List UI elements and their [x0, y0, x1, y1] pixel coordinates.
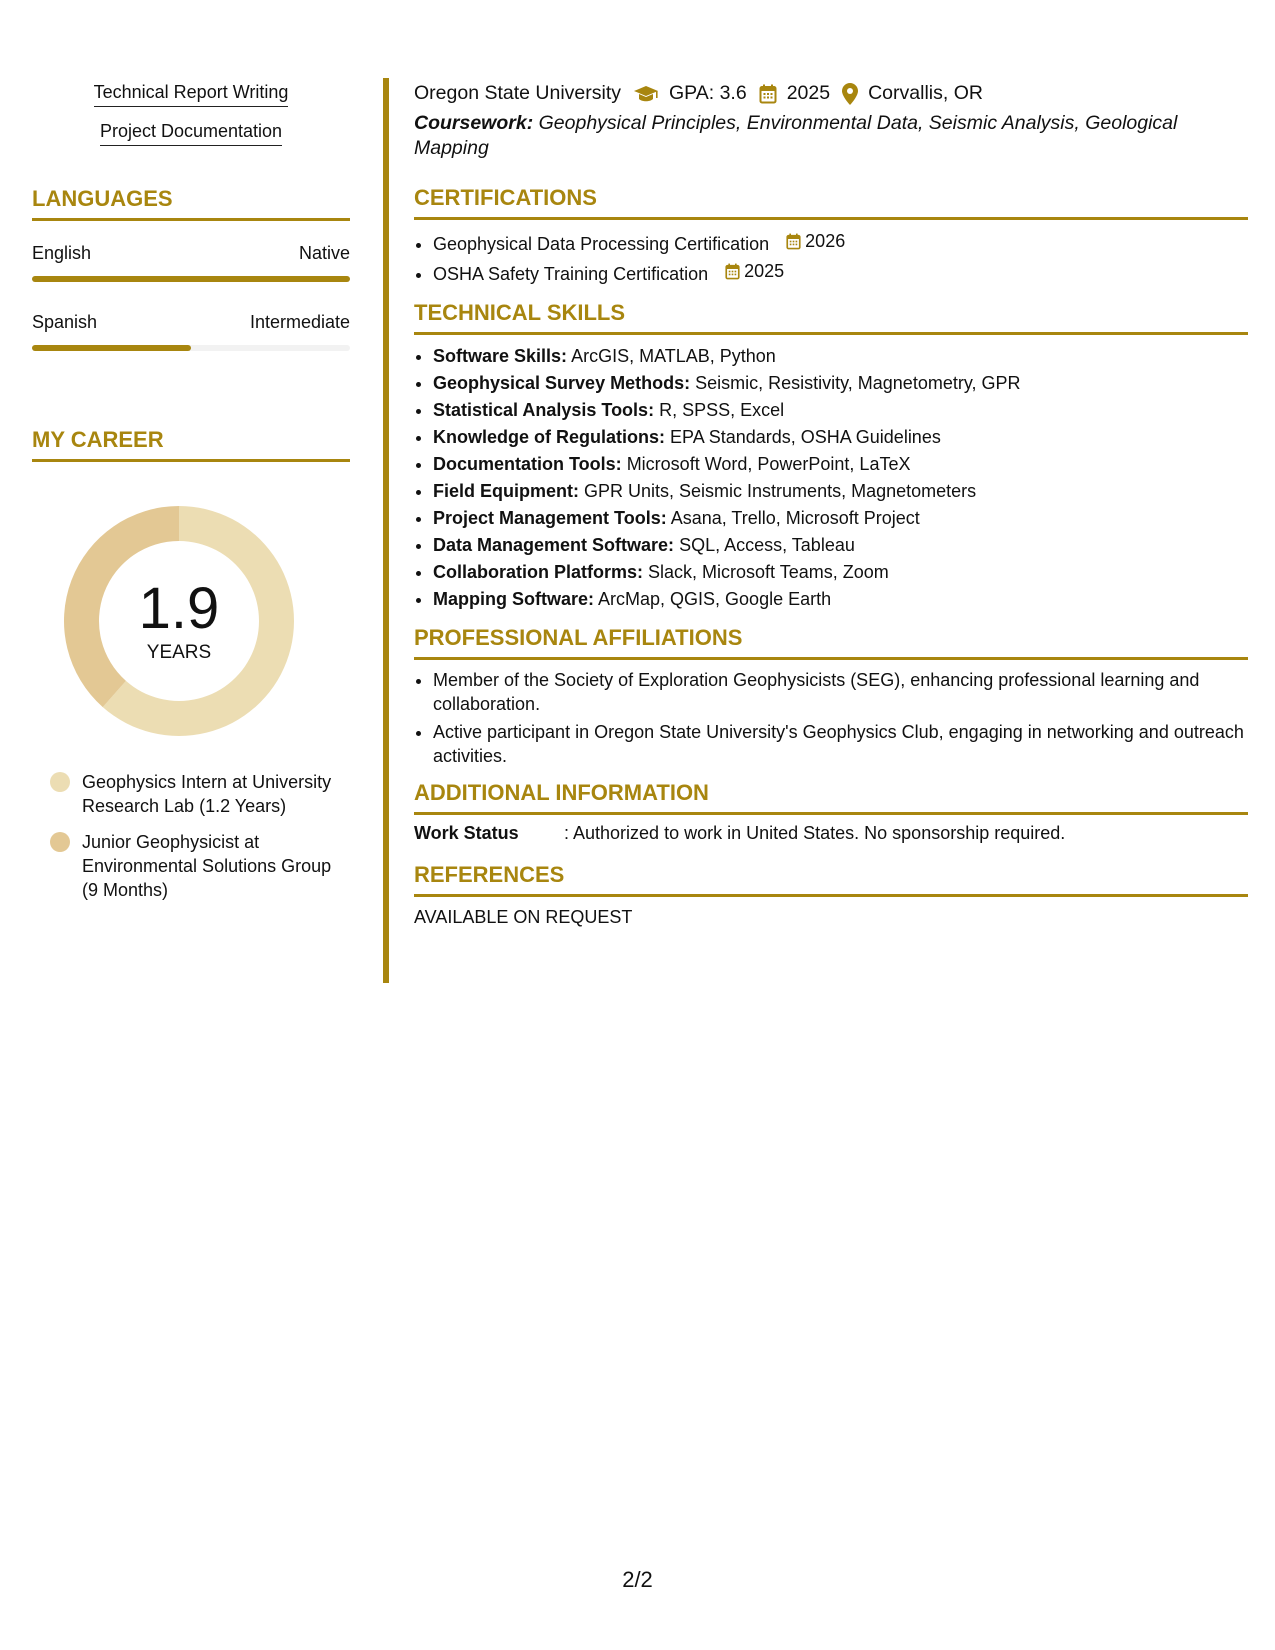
- career-legend: [32, 770, 350, 902]
- skill-label: Software Skills:: [433, 346, 568, 366]
- skill-value: ArcGIS, MATLAB, Python: [571, 346, 776, 366]
- affiliations-list: [414, 668, 1248, 768]
- calendar-icon: [759, 84, 777, 104]
- skill-value: Slack, Microsoft Teams, Zoom: [648, 562, 889, 582]
- language-name: Spanish: [32, 312, 98, 332]
- language-level: Intermediate: [249, 312, 350, 332]
- education-school: Oregon State University: [414, 82, 622, 104]
- skill-label: Data Management Software:: [433, 535, 675, 555]
- column-divider: [383, 78, 389, 983]
- career-heading: MY CAREER: [32, 427, 350, 462]
- left-column: [32, 82, 350, 914]
- skill-project-documentation: Project Documentation: [100, 121, 282, 146]
- language-proficiency-bar: [32, 276, 350, 282]
- skill-label: Knowledge of Regulations:: [433, 427, 665, 447]
- career-legend-label: Geophysics Intern at University Research Lab (1.2 Years): [82, 772, 332, 816]
- education-year: 2025: [786, 82, 831, 104]
- work-status-row: [414, 823, 1248, 844]
- certification-name: OSHA Safety Training Certification: [433, 264, 709, 284]
- calendar-icon: [725, 263, 740, 280]
- certification-year: 2026: [805, 231, 846, 251]
- skill-label: Mapping Software:: [433, 589, 594, 609]
- language-spanish: [32, 312, 350, 351]
- skill-value: SQL, Access, Tableau: [679, 535, 855, 555]
- language-proficiency-fill: [32, 345, 191, 351]
- certifications-list: [414, 228, 1248, 288]
- language-level: Native: [298, 243, 350, 263]
- language-proficiency-fill: [32, 276, 350, 282]
- skill-label: Documentation Tools:: [433, 454, 622, 474]
- education-gpa: GPA: 3.6: [669, 82, 747, 104]
- career-total-unit: YEARS: [146, 642, 212, 663]
- skill-item: [433, 424, 1248, 451]
- language-english: [32, 243, 350, 282]
- skill-value: GPR Units, Seismic Instruments, Magnetometers: [584, 481, 977, 501]
- certification-year: 2025: [744, 261, 785, 281]
- work-status-label: Work Status: [414, 823, 519, 843]
- calendar-icon: [786, 233, 801, 250]
- skill-label: Collaboration Platforms:: [433, 562, 644, 582]
- career-total-value: 1.9: [138, 576, 220, 641]
- additional-info-heading: ADDITIONAL INFORMATION: [414, 780, 1248, 815]
- references-heading: REFERENCES: [414, 862, 1248, 897]
- graduation-cap-icon: [633, 84, 659, 104]
- certification-item: [433, 228, 1248, 258]
- location-pin-icon: [842, 83, 858, 105]
- skill-value: Microsoft Word, PowerPoint, LaTeX: [626, 454, 911, 474]
- affiliations-heading: PROFESSIONAL AFFILIATIONS: [414, 625, 1248, 660]
- skill-item: [433, 451, 1248, 478]
- certification-item: [433, 258, 1248, 288]
- career-legend-label: Junior Geophysicist at Environmental Solutions Group (9 Months): [82, 832, 332, 900]
- technical-skills-heading: TECHNICAL SKILLS: [414, 300, 1248, 335]
- skill-item: [433, 532, 1248, 559]
- languages-heading: LANGUAGES: [32, 186, 350, 221]
- skill-item: [433, 370, 1248, 397]
- page-number: 2/2: [622, 1567, 653, 1592]
- legend-dot: [50, 772, 70, 792]
- skill-item: [433, 478, 1248, 505]
- skill-item: [433, 343, 1248, 370]
- technical-skills-list: [414, 343, 1248, 613]
- affiliation-item: • Member of the Society of Exploration Geophysicists (SEG), enhancing professional learning and collaboration.: [433, 668, 1248, 716]
- career-legend-item: [50, 830, 350, 902]
- skill-value: EPA Standards, OSHA Guidelines: [670, 427, 941, 447]
- skill-value: R, SPSS, Excel: [659, 400, 785, 420]
- certifications-heading: CERTIFICATIONS: [414, 185, 1248, 220]
- skill-item: [433, 397, 1248, 424]
- skill-technical-report-writing: Technical Report Writing: [94, 82, 289, 107]
- skill-value: Seismic, Resistivity, Magnetometry, GPR: [695, 373, 1021, 393]
- skill-value: ArcMap, QGIS, Google Earth: [598, 589, 832, 609]
- education-line: [414, 82, 1248, 105]
- skill-item: [433, 586, 1248, 613]
- career-legend-item: [50, 770, 350, 818]
- skill-item: [433, 559, 1248, 586]
- skill-label: Statistical Analysis Tools:: [433, 400, 655, 420]
- coursework: [414, 111, 1248, 161]
- career-total: [64, 576, 294, 664]
- coursework-text: Geophysical Principles, Environmental Data, Seismic Analysis, Geological Mapping: [414, 112, 1178, 159]
- skill-item: [433, 505, 1248, 532]
- legend-dot: [50, 832, 70, 852]
- coursework-label: Coursework:: [414, 112, 534, 134]
- work-status-value: : Authorized to work in United States. No sponsorship required.: [564, 823, 1066, 843]
- skill-label: Geophysical Survey Methods:: [433, 373, 691, 393]
- skill-label: Project Management Tools:: [433, 508, 667, 528]
- education-location: Corvallis, OR: [868, 82, 983, 104]
- right-column: [414, 82, 1248, 928]
- career-donut-chart: [64, 506, 294, 736]
- certification-name: Geophysical Data Processing Certification: [433, 234, 770, 254]
- skill-label: Field Equipment:: [433, 481, 579, 501]
- affiliation-item: • Active participant in Oregon State University's Geophysics Club, engaging in networking and outreach activities.: [433, 720, 1248, 768]
- language-name: English: [32, 243, 92, 263]
- references-text: AVAILABLE ON REQUEST: [414, 907, 633, 927]
- skill-value: Asana, Trello, Microsoft Project: [670, 508, 920, 528]
- language-proficiency-bar: [32, 345, 350, 351]
